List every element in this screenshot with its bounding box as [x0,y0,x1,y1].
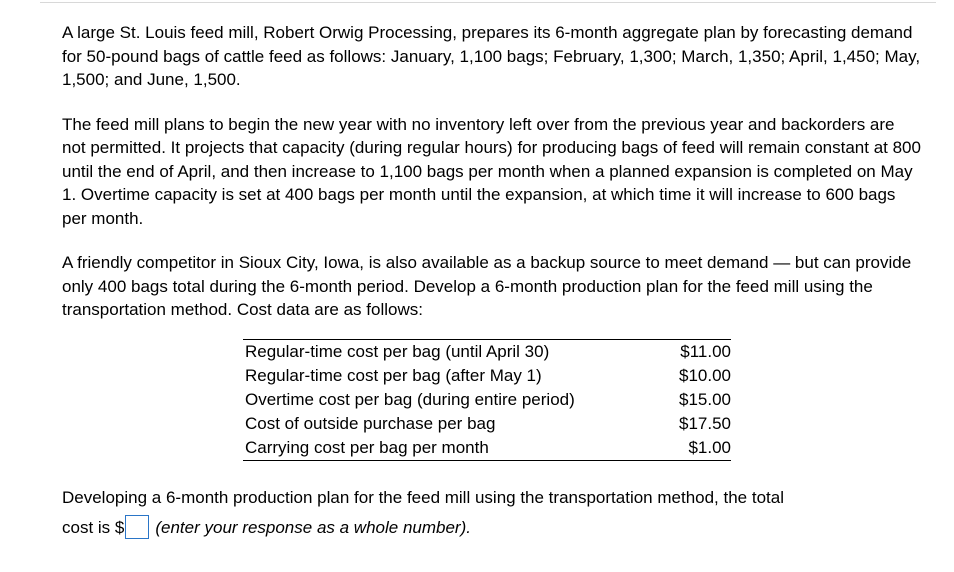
cost-value: $15.00 [679,389,731,409]
problem-paragraph-competitor: A friendly competitor in Sioux City, Iowa, is also available as a backup source to meet demand — but can provide only 400 bags total during the 6-month period. Develop a 6-month production plan for the feed mill using the transportation method. Cost data are as follows: [62,253,912,319]
answer-input[interactable] [125,515,149,539]
cost-label: Overtime cost per bag (during entire period) [245,389,575,409]
cost-label: Cost of outside purchase per bag [245,413,496,433]
question-text [62,483,922,543]
cost-label: Carrying cost per bag per month [243,436,665,461]
cost-value: $10.00 [679,365,731,385]
cost-row [243,339,731,364]
cost-value: $17.50 [679,413,731,433]
problem-paragraph-capacity: The feed mill plans to begin the new year with no inventory left over from the previous year and backorders are not permitted. It projects that capacity (during regular hours) for producing bags of feed will remain constant at 800 until the end of April, and then increase to 1,100 bags per month when a planned expansion is completed on May 1. Overtime capacity is set at 400 bags per month until the expansion, at which time it will increase to 600 bags per month. [62,114,921,228]
question-prefix: cost is $ [62,517,125,537]
cost-row [243,412,731,436]
question-line1: Developing a 6-month production plan for the feed mill using the transportation method, the total [62,487,784,507]
cost-value: $1.00 [665,436,731,461]
top-divider [40,2,936,3]
cost-row [243,388,731,412]
cost-row [243,364,731,388]
cost-row [243,436,731,461]
cost-label: Regular-time cost per bag (until April 30) [243,339,665,364]
problem-content [62,21,922,543]
cost-label: Regular-time cost per bag (after May 1) [245,365,542,385]
answer-hint: (enter your response as a whole number). [155,517,471,537]
cost-value: $11.00 [665,339,731,364]
cost-data-table [243,339,731,461]
problem-paragraph-demand: A large St. Louis feed mill, Robert Orwig Processing, prepares its 6-month aggregate plan by forecasting demand for 50-pound bags of cattle feed as follows: January, 1,100 bags; February, 1,300; March, 1,350; April, 1,450; May, 1,500; and June, 1,500. [62,23,921,89]
